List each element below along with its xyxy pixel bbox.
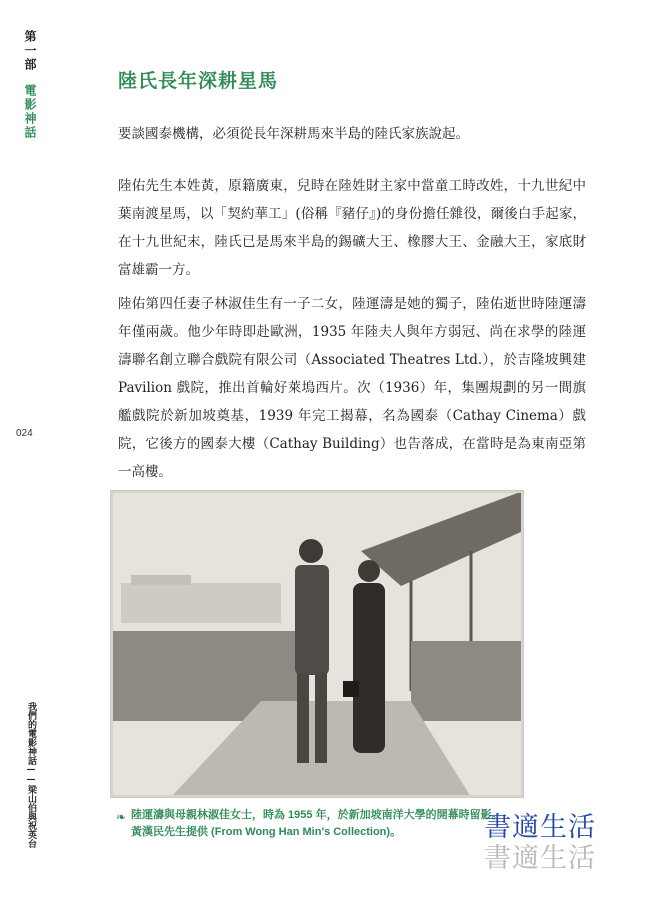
photo-illustration — [111, 491, 523, 797]
caption-line-1: 陸運濤與母親林淑佳女士，時為 1955 年，於新加坡南洋大學的開幕時留影。 — [131, 809, 503, 821]
paragraph-intro: 要談國泰機構，必須從長年深耕馬來半島的陸氏家族說起。 — [118, 126, 469, 142]
paragraph-loke-wan-tho: 陸佑第四任妻子林淑佳生有一子二女，陸運濤是她的獨子，陸佑逝世時陸運濤年僅兩歲。他少年時即赴歐洲，1935 年陸夫人與年方弱冠、尚在求學的陸運濤聯名創立聯合戲院有限公司（Associated Theatres Ltd.），於吉隆坡興建 Pavilion 戲院，推出首輪好萊塢西片。次（1936）年，集團規劃的另一間旗艦戲院於新加坡奠基，1939 年完工揭幕，名為國泰（Cathay Cinema）戲院，它後方的國泰大樓（Cathay Building）也告落成，在當時是為東南亞第一高樓。 — [118, 296, 586, 480]
section-heading: 陸氏長年深耕星馬 — [118, 70, 279, 92]
page-number: 024 — [16, 428, 33, 439]
sidebar-book-title: 我們的電影神話——梁山伯與祝英台 — [26, 702, 36, 848]
sidebar-part-label: 第一部 — [23, 30, 37, 72]
watermark-text-primary: 書適生活 — [484, 812, 596, 843]
watermark-text-secondary: 書適生活 — [484, 843, 596, 874]
historical-photo — [110, 490, 524, 798]
caption-line-2: 黃漢民先生提供 (From Wong Han Min's Collection)。 — [131, 826, 402, 838]
paragraph-lu-you: 陸佑先生本姓黃，原籍廣東，兒時在陸姓財主家中當童工時改姓，十九世紀中葉南渡星馬，以「契約華工」(俗稱『豬仔』)的身份擔任雜役，爾後白手起家，在十九世紀末，陸氏已是馬來半島的錫礦大王、橡膠大王、金融大王，家底財富雄霸一方。 — [118, 178, 586, 278]
sidebar-part-title: 電影神話 — [23, 84, 37, 140]
leaf-icon: ❧ — [116, 810, 127, 824]
